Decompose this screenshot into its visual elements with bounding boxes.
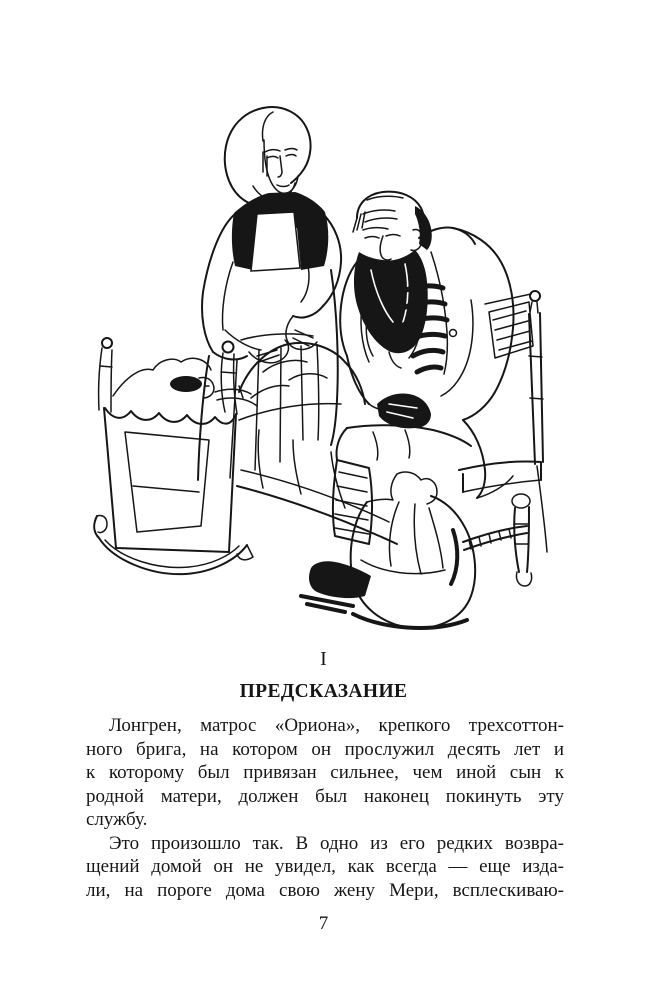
text-line: Это произошло так. В одно из его редких возвра-	[109, 832, 564, 854]
text-line: Лонгрен, матрос «Ориона», крепкого трехсоттон-	[109, 715, 564, 736]
bed-blanket	[237, 343, 397, 544]
book-illustration	[86, 104, 556, 632]
page-number: 7	[318, 913, 329, 934]
paragraph	[86, 714, 564, 832]
text-line: ли, на пороге дома свою жену Мери, всплескиваю-	[86, 879, 564, 901]
text-line: к которому был привязан сильнее, чем иной сын к	[86, 762, 564, 783]
text-line: службу.	[86, 809, 148, 830]
sailor-figure	[301, 192, 514, 612]
chapter-number: I	[320, 648, 327, 670]
text-line: ного брига, на котором он прослужил десять лет и	[86, 738, 564, 760]
text-line: родной матери, должен был наконец покинуть эту	[86, 785, 564, 807]
paragraph	[86, 832, 564, 903]
text-line: щений домой он не увидел, как всегда — еще изда-	[86, 856, 564, 877]
body-text	[86, 714, 564, 902]
chapter-title: ПРЕДСКАЗАНИЕ	[239, 681, 408, 702]
woman-figure	[198, 107, 341, 480]
sack	[351, 472, 475, 628]
cradle	[94, 338, 257, 574]
